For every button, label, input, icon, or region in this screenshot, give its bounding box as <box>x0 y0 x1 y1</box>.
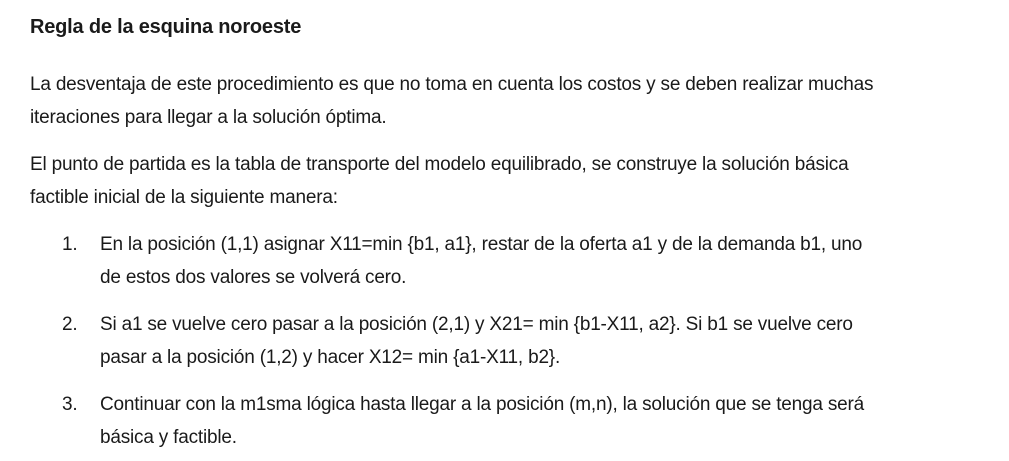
list-item-3-text <box>100 388 999 454</box>
list-item-2-line-1: Si a1 se vuelve cero pasar a la posición (2,1) y X21= min {b1-X11, a2}. Si b1 se vuelve cero <box>100 314 853 335</box>
paragraph-1-line-1: La desventaja de este procedimiento es que no toma en cuenta los costos y se deben realizar muchas <box>30 74 874 95</box>
list-item-1-line-2: de estos dos valores se volverá cero. <box>100 267 407 288</box>
list-item-1-text <box>100 228 999 294</box>
list-item-2-line-2: pasar a la posición (1,2) y hacer X12= min {a1-X11, b2}. <box>100 347 561 368</box>
paragraph-2-line-2: factible inicial de la siguiente manera: <box>30 187 338 208</box>
list-item-1-line-1: En la posición (1,1) asignar X11=min {b1, a1}, restar de la oferta a1 y de la demanda b1, uno <box>100 234 863 255</box>
list-item-1-number: 1. <box>62 234 78 255</box>
list-item-3-number: 3. <box>62 394 78 415</box>
list-item-3-line-1: Continuar con la m1sma lógica hasta llegar a la posición (m,n), la solución que se tenga será <box>100 394 864 415</box>
list-item-2-number: 2. <box>62 314 78 335</box>
paragraph-2 <box>30 148 999 214</box>
list-item-2-text <box>100 308 999 374</box>
page-title: Regla de la esquina noroeste <box>30 16 302 38</box>
list-item-2 <box>62 308 999 374</box>
paragraph-2-line-1: El punto de partida es la tabla de transporte del modelo equilibrado, se construye la solución básica <box>30 154 849 175</box>
list-item-1 <box>62 228 999 294</box>
list-item-3-line-2: básica y factible. <box>100 427 237 448</box>
paragraph-1-line-2: iteraciones para llegar a la solución óptima. <box>30 107 387 128</box>
paragraph-1 <box>30 68 999 134</box>
list-item-3 <box>62 388 999 454</box>
